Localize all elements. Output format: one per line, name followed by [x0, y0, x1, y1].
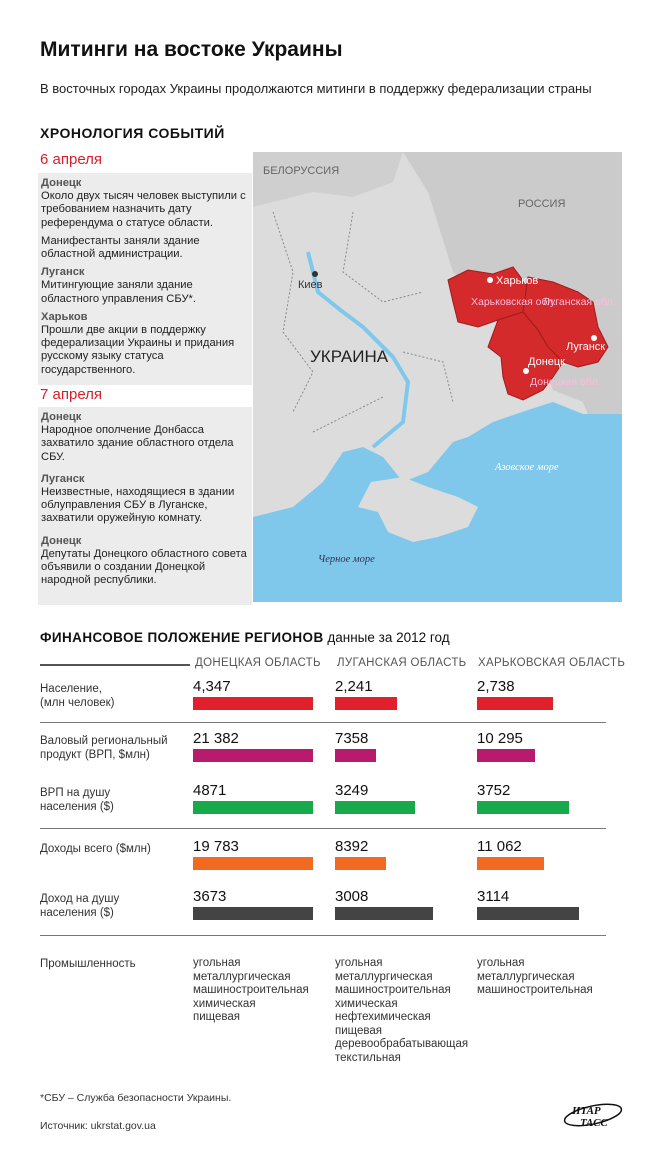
industry-item: металлургическая [477, 970, 575, 983]
industry-item: нефтехимическая [335, 1011, 431, 1023]
page-title: Митинги на востоке Украины [40, 38, 343, 61]
value-label: 2,738 [477, 678, 515, 695]
event-text: Неизвестные, находящиеся в здании облуправления СБУ в Луганске, захватили оружейную комнату. [41, 486, 235, 525]
value-label: 11 062 [477, 838, 522, 855]
column-donetsk: ДОНЕЦКАЯ ОБЛАСТЬ [195, 657, 321, 669]
industry-item: химическая [335, 997, 398, 1010]
value-label: 2,241 [335, 678, 373, 695]
event-text: Около двух тысяч человек выступили с требованием назначить дату референдума о статусе области. [41, 190, 246, 229]
footnote: *СБУ – Служба безопасности Украины. [40, 1092, 232, 1104]
finance-title: ФИНАНСОВОЕ ПОЛОЖЕНИЕ РЕГИОНОВ [40, 630, 324, 645]
value-bar [193, 907, 313, 920]
label-donetsk-region: Донецкая обл. [530, 376, 601, 388]
industry-item: угольная [193, 957, 241, 969]
value-bar [193, 697, 313, 710]
value-bar [477, 857, 544, 870]
value-label: 21 382 [193, 730, 239, 747]
event-city: Донецк [41, 411, 82, 423]
events-april-7 [38, 407, 252, 605]
value-label: 3008 [335, 888, 369, 905]
industry-item: химическая [193, 997, 256, 1010]
rule [40, 935, 606, 936]
industry-item: пищевая [193, 1011, 240, 1023]
industry-item: машиностроительная [193, 984, 309, 996]
value-bar [193, 749, 313, 762]
label-belarus: БЕЛОРУССИЯ [263, 165, 340, 177]
value-label: 4,347 [193, 678, 231, 695]
rule [40, 722, 606, 723]
event-text: Манифестанты заняли здание областной администрации. [41, 234, 200, 261]
industry-label: Промышленность [40, 958, 136, 970]
industry-lugansk [335, 957, 468, 1065]
date-april-7: 7 апреля [38, 386, 252, 406]
industry-item: текстильная [335, 1051, 401, 1064]
value-bar [193, 857, 313, 870]
chronology-heading: ХРОНОЛОГИЯ СОБЫТИЙ [40, 125, 225, 141]
value-label: 3752 [477, 782, 511, 799]
row-label: Доходы всего ($млн) [40, 843, 151, 855]
row-label: ВРП на душу населения ($) [40, 787, 114, 813]
industry-item: угольная [335, 957, 383, 969]
label-lugansk-region: Луганская обл. [543, 296, 616, 308]
chronology-timeline [38, 151, 252, 605]
ukraine-map [253, 152, 622, 602]
event-city: Луганск [41, 472, 85, 485]
industry-item: металлургическая [335, 970, 433, 983]
event-city: Харьков [41, 310, 88, 323]
industry-item: угольная [477, 957, 525, 969]
value-bar [335, 857, 386, 870]
label-kharkov: Харьков [496, 275, 539, 287]
source: Источник: ukrstat.gov.ua [40, 1120, 156, 1132]
finance-suffix: данные за 2012 год [327, 630, 450, 645]
city-dot-kharkov [487, 277, 493, 283]
event-text: Народное ополчение Донбасса захватило здание областного отдела СБУ. [41, 424, 234, 463]
industry-item: машиностроительная [335, 984, 451, 996]
label-donetsk: Донецк [528, 356, 565, 368]
value-bar [477, 697, 553, 710]
label-lugansk: Луганск [566, 341, 606, 353]
industry-item: машиностроительная [477, 984, 593, 996]
row-label: Доход на душу населения ($) [40, 893, 120, 919]
industry-item: деревообрабатывающая [335, 1038, 469, 1050]
label-azov-sea: Азовское море [495, 462, 559, 473]
value-bar [477, 907, 579, 920]
column-lugansk: ЛУГАНСКАЯ ОБЛАСТЬ [337, 657, 467, 669]
industry-kharkov [477, 957, 593, 998]
value-bar [335, 907, 433, 920]
itar-tass-logo [562, 1098, 624, 1132]
finance-heading [40, 630, 450, 645]
event-text: Депутаты Донецкого областного совета объявили о создании Донецкой народной республики. [41, 547, 247, 587]
value-label: 8392 [335, 838, 369, 855]
label-russia: РОССИЯ [518, 198, 566, 210]
value-bar [477, 801, 569, 814]
value-bar [477, 749, 535, 762]
value-label: 4871 [193, 782, 227, 799]
value-label: 3114 [477, 888, 510, 905]
value-bar [335, 801, 415, 814]
value-bar [335, 697, 397, 710]
label-black-sea: Черное море [318, 554, 375, 565]
row-label: Валовый региональный продукт (ВРП, $млн) [40, 735, 168, 761]
rule [40, 828, 606, 829]
value-bar [335, 749, 376, 762]
column-kharkov: ХАРЬКОВСКАЯ ОБЛАСТЬ [478, 657, 626, 669]
svg-text:ТАСС: ТАСС [580, 1117, 608, 1129]
industry-item: пищевая [335, 1024, 382, 1037]
value-label: 7358 [335, 730, 369, 747]
value-label: 3249 [335, 782, 369, 799]
industry-item: металлургическая [193, 970, 291, 983]
value-label: 10 295 [477, 730, 523, 747]
value-label: 3673 [193, 888, 227, 905]
page-subtitle: В восточных городах Украины продолжаются митинги в поддержку федерализации страны [40, 81, 592, 96]
event-text: Митингующие заняли здание областного управления СБУ*. [41, 279, 197, 305]
date-april-6: 6 апреля [38, 151, 252, 171]
events-april-6 [38, 173, 252, 385]
row-label: Население, (млн человек) [40, 683, 115, 709]
event-city: Луганск [41, 266, 85, 279]
label-kiev: Киев [298, 279, 323, 291]
event-text: Прошли две акции в поддержку федерализации Украины и придания русскому языку статуса государственного. [41, 324, 235, 376]
city-dot-donetsk [523, 368, 529, 374]
industry-donetsk [193, 957, 309, 1025]
svg-text:ИТАР: ИТАР [572, 1105, 601, 1117]
label-ukraine: УКРАИНА [310, 347, 389, 366]
label-kharkov-region: Харьковская обл. [471, 296, 557, 308]
value-bar [193, 801, 313, 814]
event-city: Донецк [41, 177, 82, 189]
city-dot-kiev [312, 271, 318, 277]
rule [40, 664, 190, 666]
event-city: Донецк [41, 534, 82, 547]
value-label: 19 783 [193, 838, 239, 855]
